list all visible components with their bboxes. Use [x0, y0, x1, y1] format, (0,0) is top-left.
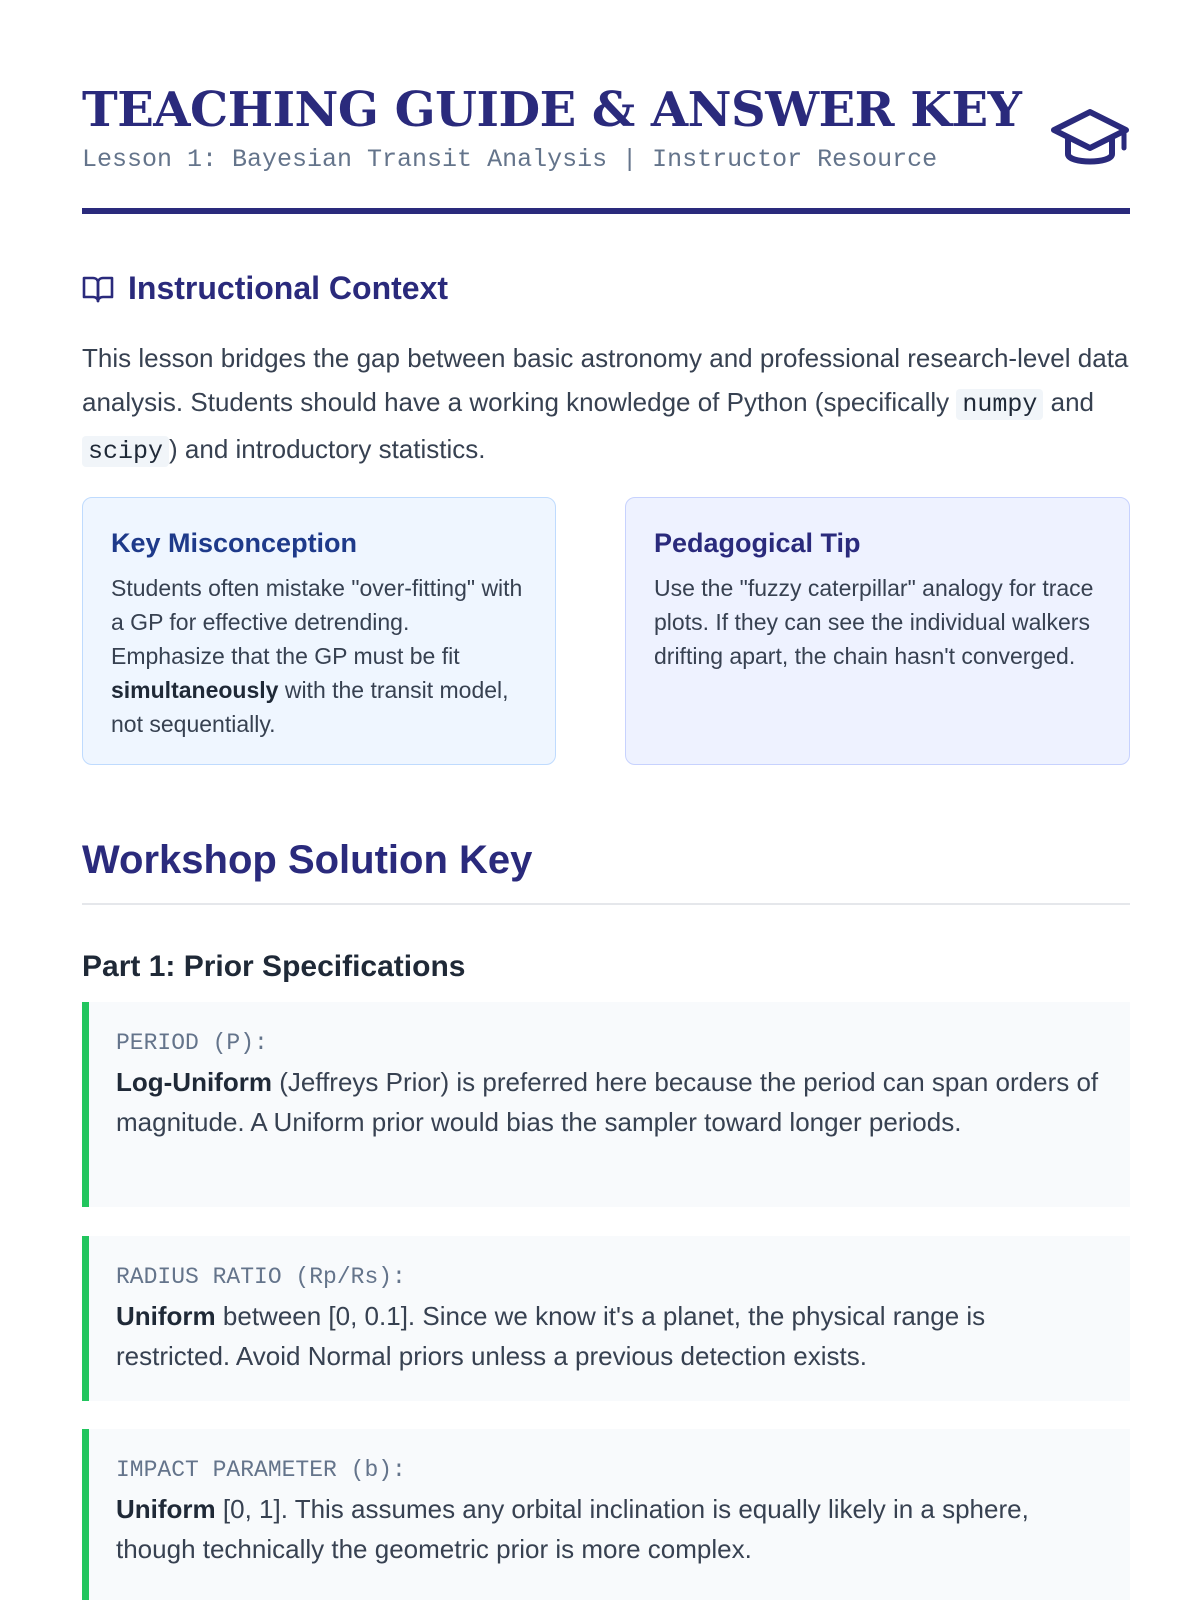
prior-label: IMPACT PARAMETER (b): [116, 1457, 406, 1483]
card-text-part: with the transit model, not sequentially. [111, 677, 509, 737]
pedagogical-tip-card [625, 497, 1130, 765]
graduation-cap-icon [1050, 108, 1130, 174]
section-title: Instructional Context [128, 270, 449, 306]
prior-text [116, 1062, 1100, 1142]
prior-label: PERIOD (P): [116, 1030, 268, 1056]
key-misconception-card [82, 497, 556, 765]
document-subtitle: Lesson 1: Bayesian Transit Analysis | Instructor Resource [82, 145, 938, 174]
prior-text [116, 1489, 1100, 1569]
prior-impact-parameter-block [82, 1429, 1130, 1600]
card-text: Use the "fuzzy caterpillar" analogy for trace plots. If they can see the individual walkers drifting apart, the chain hasn't converged. [654, 575, 1094, 669]
card-text-part: Students often mistake "over-fitting" with a GP for effective detrending. Emphasize that the GP must be fit [111, 575, 523, 669]
prior-period-block [82, 1002, 1130, 1207]
prior-text-part: [0, 1]. This assumes any orbital inclination is equally likely in a sphere, though technically the geometric prior is more complex. [116, 1494, 1029, 1564]
prior-label: RADIUS RATIO (Rp/Rs): [116, 1264, 406, 1290]
intro-text: This lesson bridges the gap between basic astronomy and professional research-level data analysis. Students should have a working knowledge of Python (specifically [82, 343, 1129, 417]
code-numpy: numpy [956, 389, 1043, 420]
prior-emphasis: Uniform [116, 1494, 216, 1524]
workshop-divider [82, 903, 1130, 905]
workshop-title: Workshop Solution Key [82, 838, 533, 882]
document-header [82, 0, 1130, 216]
open-book-icon [82, 274, 114, 304]
code-scipy: scipy [82, 436, 169, 467]
intro-paragraph [82, 336, 1130, 474]
prior-radius-ratio-block [82, 1236, 1130, 1401]
intro-text: ) and introductory statistics. [169, 434, 486, 464]
part-1-title: Part 1: Prior Specifications [82, 950, 466, 983]
teaching-guide-page [82, 0, 1130, 1564]
intro-text: and [1043, 387, 1095, 417]
document-title: TEACHING GUIDE & ANSWER KEY [82, 82, 1022, 138]
header-divider [82, 208, 1130, 214]
prior-emphasis: Uniform [116, 1301, 216, 1331]
card-emphasis: simultaneously [111, 677, 279, 703]
prior-text-part: between [0, 0.1]. Since we know it's a planet, the physical range is restricted. Avoid Normal priors unless a previous detection exists. [116, 1301, 986, 1371]
card-title: Pedagogical Tip [654, 528, 861, 558]
prior-text-part: (Jeffreys Prior) is preferred here because the period can span orders of magnitude. A Uniform prior would bias the sampler toward longer periods. [116, 1067, 1099, 1137]
card-title: Key Misconception [111, 528, 358, 558]
instructional-context-heading [82, 270, 448, 307]
prior-text [116, 1296, 1100, 1376]
prior-emphasis: Log-Uniform [116, 1067, 272, 1097]
card-text [111, 571, 529, 741]
